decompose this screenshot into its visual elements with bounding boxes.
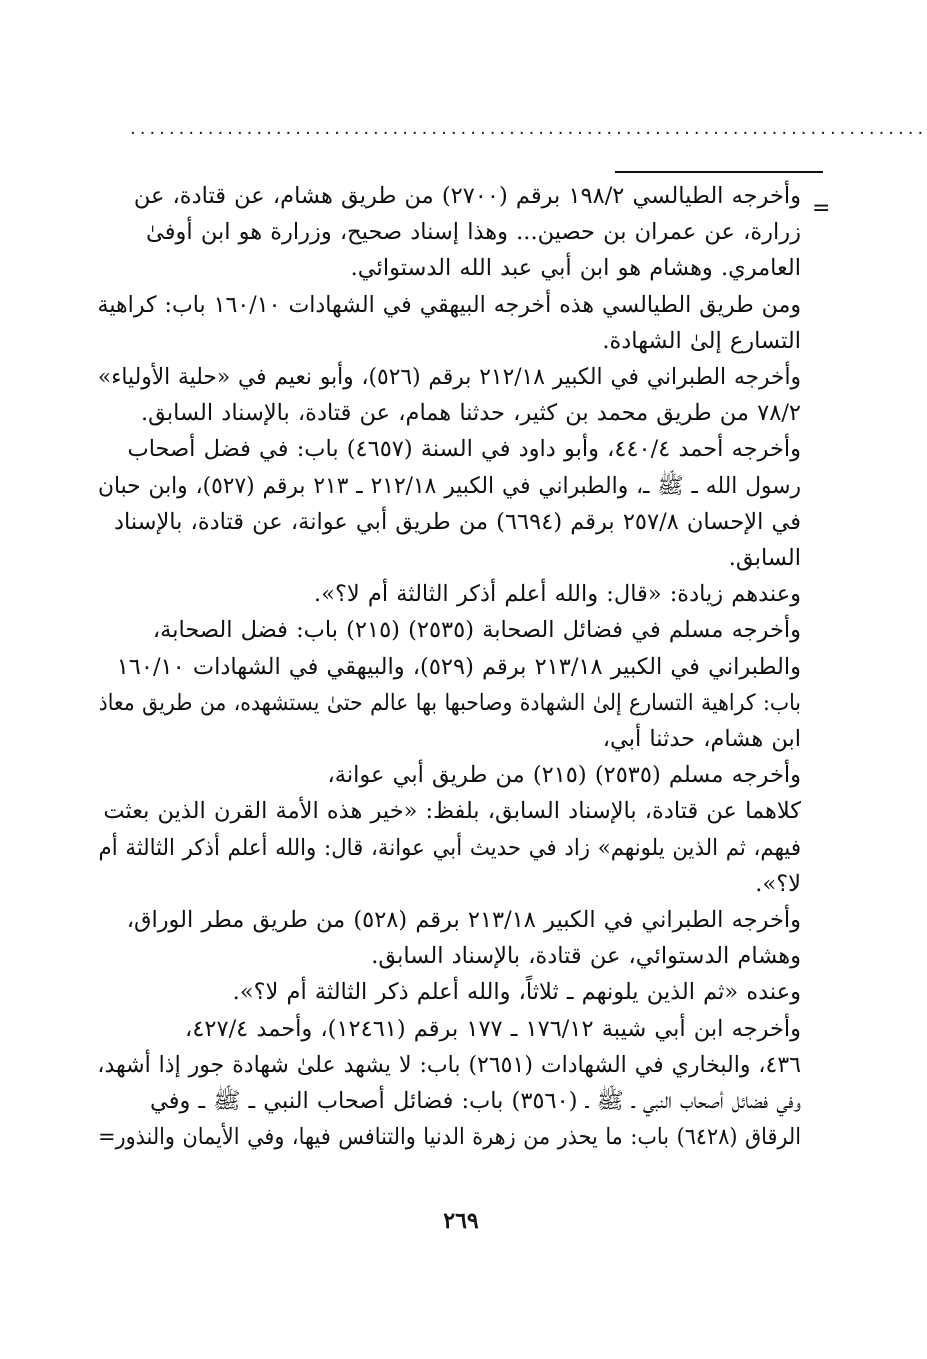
text-line: وعنده «ثم الذين يلونهم ـ ثلاثاً، والله أعلم ذكر الثالثة أم لا؟». — [232, 979, 801, 1006]
text-line: باب: كراهية التسارع إلىٰ الشهادة وصاحبها بها عالم حتىٰ يستشهده، من طريق معاذ — [98, 689, 801, 716]
text-line: ومن طريق الطيالسي هذه أخرجه البيهقي في الشهادات ١٦٠/١٠ باب: كراهية — [97, 291, 801, 318]
text-line: وأخرجه مسلم (٢٥٣٥) (٢١٥) من طريق أبي عوانة، — [327, 762, 801, 789]
text-line: وأخرجه ابن أبي شيبة ١٧٦/١٢ ـ ١٧٧ برقم (١٢٤٦١)، وأحمد ٤٢٧/٤، — [185, 1015, 801, 1042]
separator-dots: .................................................................................. — [130, 118, 927, 139]
text-line: وأخرجه الطبراني في الكبير ٢١٣/١٨ برقم (٥٢٨) من طريق مطر الوراق، — [126, 907, 801, 934]
text-line: فيهم، ثم الذين يلونهم» زاد في حديث أبي عوانة، قال: والله أعلم أذكر الثالثة أم — [98, 834, 802, 861]
footnote-rule — [615, 171, 823, 173]
text-line: زرارة، عن عمران بن حصين... وهذا إسناد صحيح، وزرارة هو ابن أوفىٰ — [146, 219, 801, 246]
text-line: في الإحسان ٢٥٧/٨ برقم (٦٦٩٤) من طريق أبي عوانة، عن قتادة، بالإسناد — [113, 508, 801, 535]
text-line: رسول الله ـ ﷺ ـ، والطبراني في الكبير ٢١٢/١٨ ـ ٢١٣ برقم (٥٢٧)، وابن حبان — [98, 472, 801, 499]
text-line: وفي فضائل أصحاب النبي ـ ﷺ ـ (٣٥٦٠) باب: فضائل أصحاب النبي ـ ﷺ ـ وفي — [149, 1088, 801, 1115]
text-line: وهشام الدستوائي، عن قتادة، بالإسناد السابق. — [371, 943, 801, 970]
text-line: الرقاق (٦٤٢٨) باب: ما يحذر من زهرة الدنيا والتنافس فيها، وفي الأيمان والنذور= — [98, 1124, 801, 1151]
text-line: ابن هشام، حدثنا أبي، — [602, 726, 801, 753]
text-line: لا؟». — [755, 870, 801, 897]
text-line: وأخرجه الطبراني في الكبير ٢١٢/١٨ برقم (٥٢٦)، وأبو نعيم في «حلية الأولياء» — [97, 364, 801, 391]
text-line: كلاهما عن قتادة، بالإسناد السابق، بلفظ: «خير هذه الأمة القرن الذين بعثت — [103, 798, 801, 825]
text-line: وأخرجه أحمد ٤٤٠/٤، وأبو داود في السنة (٤٦٥٧) باب: في فضل أصحاب — [127, 436, 801, 463]
continuation-mark: = — [812, 196, 831, 221]
text-line: والطبراني في الكبير ٢١٣/١٨ برقم (٥٢٩)، والبيهقي في الشهادات ١٦٠/١٠ — [116, 653, 801, 680]
text-line: التسارع إلىٰ الشهادة. — [602, 327, 801, 354]
text-line: ٤٣٦، والبخاري في الشهادات (٢٦٥١) باب: لا يشهد علىٰ شهادة جور إذا أشهد، — [97, 1051, 801, 1078]
text-line: وأخرجه مسلم في فضائل الصحابة (٢٥٣٥) (٢١٥) باب: فضل الصحابة، — [152, 617, 801, 644]
text-line: وأخرجه الطيالسي ١٩٨/٢ برقم (٢٧٠٠) من طريق هشام، عن قتادة، عن — [133, 183, 801, 209]
text-line: ٧٨/٢ من طريق محمد بن كثير، حدثنا همام، عن قتادة، بالإسناد السابق. — [140, 400, 801, 427]
text-line: وعندهم زيادة: «قال: والله أعلم أذكر الثالثة أم لا؟». — [314, 581, 801, 608]
page-number: ٢٦٩ — [443, 1208, 479, 1234]
text-line: السابق. — [728, 545, 801, 572]
footnote-text — [98, 178, 801, 1155]
text-line: العامري. وهشام هو ابن أبي عبد الله الدستوائي. — [350, 255, 801, 282]
